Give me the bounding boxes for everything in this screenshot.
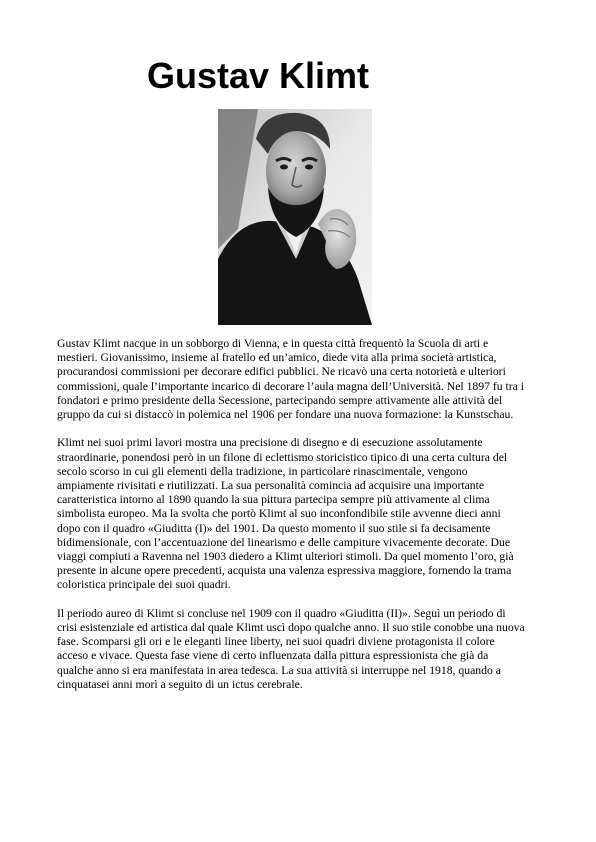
text-line: procurandosi commissioni per decorare edifici pubblici. Ne ricavò una certa notorietà e ulteriori (57, 365, 506, 379)
text-line: straordinarie, ponendosi però in un filone di eclettismo storicistico tipico di una certa cultura del (57, 450, 508, 464)
text-line: qualche anno si era manifestata in area tedesca. La sua attività si interruppe nel 1918, quando a (57, 663, 501, 677)
text-line: bidimensionale, con l’accentuazione del linearismo e delle campiture vivacemente decorate. Due (57, 535, 511, 549)
text-line: crisi esistenziale ed artistica dal quale Klimt uscì dopo qualche anno. Il suo stile conobbe una nuova (57, 621, 525, 635)
article-body (57, 337, 542, 706)
text-line: fase. Scomparsi gli ori e le eleganti linee liberty, nei suoi quadri diviene protagonista il colore (57, 635, 495, 649)
text-line: mestieri. Giovanissimo, insieme al fratello ed un’amico, diede vita alla prima società artistica, (57, 351, 497, 365)
text-line: coloristica principale dei suoi quadri. (57, 578, 231, 592)
text-line: presente in alcune opere precedenti, acquista una valenza espressiva maggiore, fornendo la trama (57, 564, 512, 578)
text-line: simbolista europeo. Ma la svolta che portò Klimt al suo inconfondibile stile avvenne dieci anni (57, 507, 501, 521)
text-line: Gustav Klimt nacque in un sobborgo di Vienna, e in questa città frequentò la Scuola di arti e (57, 337, 489, 350)
portrait-photo (218, 109, 372, 325)
paragraph-1 (57, 337, 542, 422)
text-line: gruppo da cui si distaccò in polemica nel 1906 per fondare una nuova formazione: la Kunstschau. (57, 408, 514, 422)
text-line: dopo con il quadro «Giuditta (I)» del 1901. Da questo momento il suo stile si fa decisamente (57, 521, 491, 535)
paragraph-2 (57, 436, 542, 592)
text-line: commissioni, quale l’importante incarico di decorare l’aula magna dell’Università. Nel 1897 fu tra i (57, 379, 525, 393)
text-line: fondatori e primo presidente della Secessione, partecipando sempre attivamente alle attività del (57, 393, 503, 407)
page-title: Gustav Klimt (147, 55, 370, 96)
paragraph-3 (57, 607, 542, 692)
text-line: cinquatasei anni morì a seguito di un ictus cerebrale. (57, 677, 303, 691)
text-line: Klimt nei suoi primi lavori mostra una precisione di disegno e di esecuzione assolutamente (57, 436, 483, 450)
text-line: Il periodo aureo di Klimt si concluse nel 1909 con il quadro «Giuditta (II)». Seguì un periodo di (57, 606, 506, 620)
text-line: acceso e vivace. Questa fase viene di certo influenzata dalla pittura espressionista che già da (57, 649, 489, 663)
text-line: ampiamente rivisitati e riutilizzati. La sua personalità comincia ad acquisire una importante (57, 479, 485, 493)
text-line: viaggi compiuti a Ravenna nel 1903 diedero a Klimt ulteriori stimoli. Da quel momento l’oro, già (57, 550, 514, 564)
text-line: secolo scorso in cui gli elementi della tradizione, in particolare rinascimentale, vengono (57, 464, 468, 478)
portrait-photo-icon (218, 109, 372, 325)
text-line: caratteristica intorno al 1890 quando la sua pittura partecipa sempre più attivamente al clima (57, 493, 490, 507)
